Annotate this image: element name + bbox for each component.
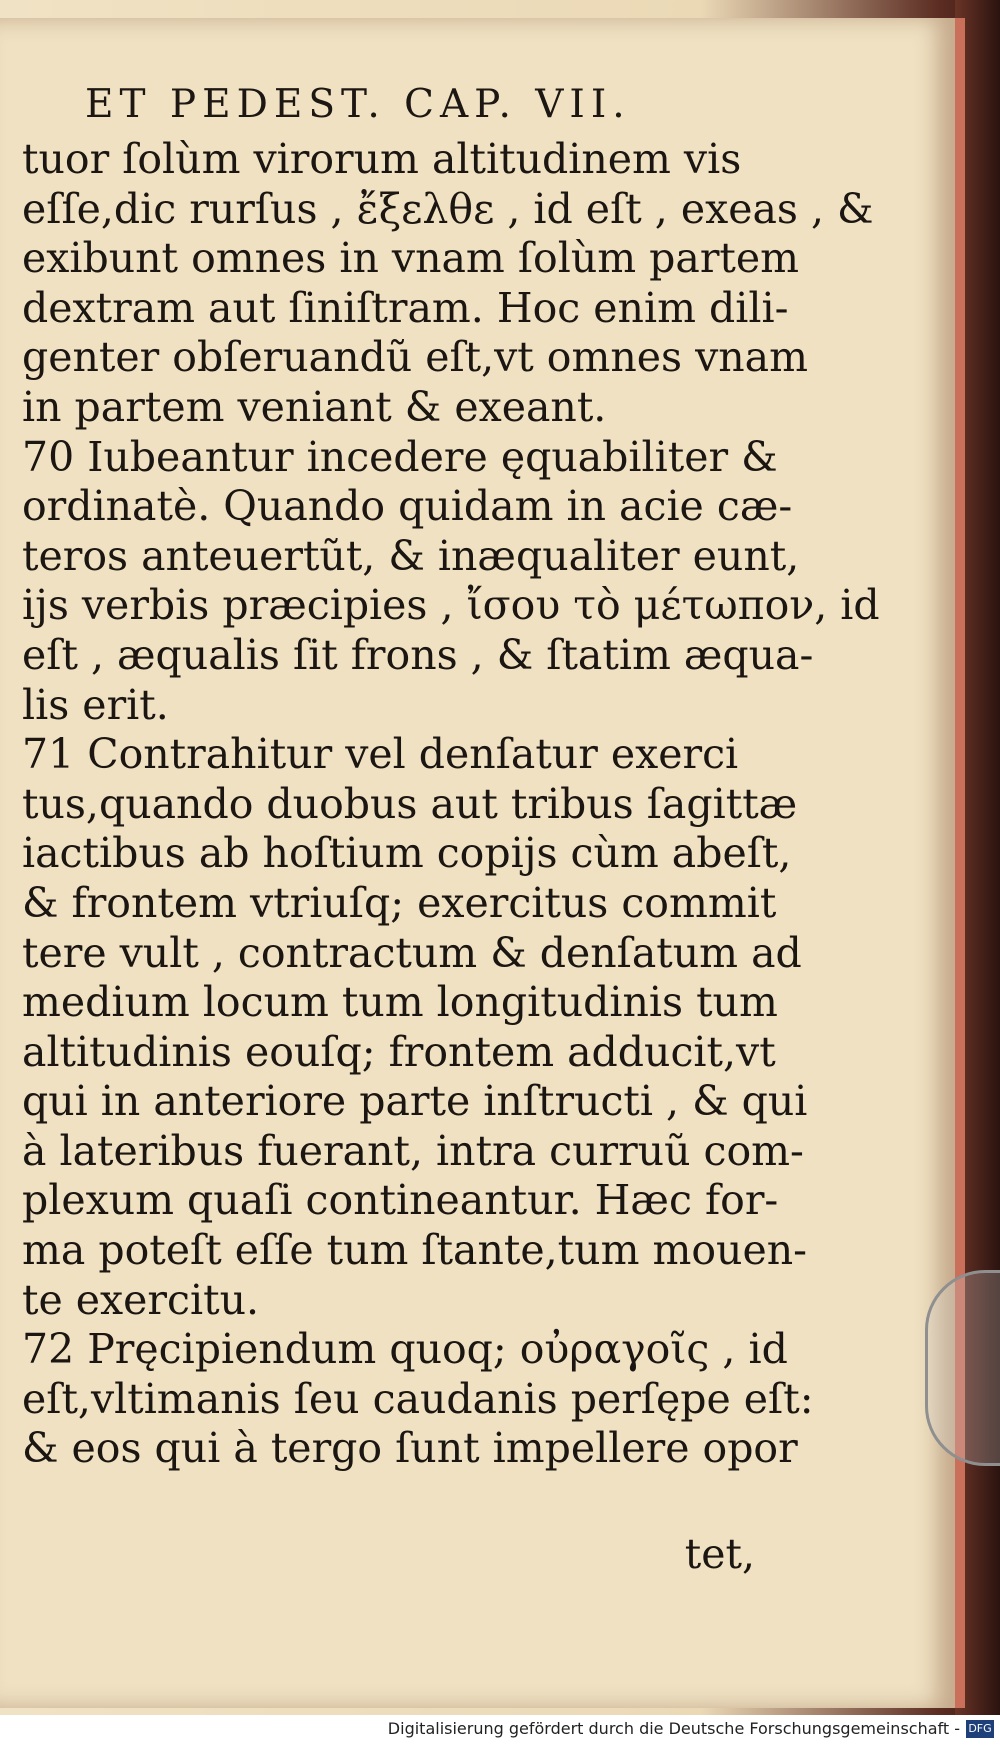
- footer-credit: Digitalisierung gefördert durch die Deutsche Forschungsgemeinschaft -: [387, 1719, 960, 1738]
- text-line: ma poteſt eſſe tum ſtante,tum mouen-: [22, 1226, 807, 1275]
- text-line: eſt,vltimanis ſeu caudanis perſępe eſt:: [22, 1374, 814, 1423]
- text-line: medium locum tum longitudinis tum: [22, 978, 778, 1027]
- text-line: & eos qui à tergo ſunt impellere opor: [22, 1424, 798, 1473]
- text-line: qui in anteriore parte inſtructi , & qui: [22, 1077, 808, 1126]
- text-line: ordinatè. Quando quidam in acie cæ-: [22, 482, 793, 531]
- text-line: te exercitu.: [22, 1275, 260, 1324]
- text-line: tus,quando duobus aut tribus ſagittæ: [22, 779, 798, 828]
- text-line: exibunt omnes in vnam ſolùm partem: [22, 234, 800, 283]
- catchword: tet,: [684, 1530, 755, 1578]
- text-line: eſt , æqualis ſit frons , & ſtatim æqua-: [22, 630, 814, 679]
- text-line: altitudinis eouſq; frontem adducit,vt: [22, 1027, 776, 1076]
- text-line: genter obſeruandũ eſt,vt omnes vnam: [22, 333, 809, 382]
- text-line: & frontem vtriuſq; exercitus commit: [22, 878, 777, 927]
- text-line: 72 Pręcipiendum quoq; οὐραγοῖς , id: [22, 1325, 788, 1374]
- text-line: in partem veniant & exeant.: [22, 382, 607, 431]
- text-line: tere vult , contractum & denſatum ad: [22, 928, 802, 977]
- text-line: teros anteuertũt, & inæqualiter eunt,: [22, 531, 800, 580]
- text-line: dextram aut ſiniſtram. Hoc enim dili-: [22, 283, 789, 332]
- text-line: lis erit.: [22, 680, 169, 729]
- running-head: ET PEDEST. CAP. VII.: [85, 82, 631, 127]
- text-line: 70 Iubeantur incedere ęquabiliter &: [22, 432, 778, 481]
- page-clip: [925, 1270, 1000, 1466]
- text-line: à lateribus fuerant, intra curruũ com-: [22, 1126, 804, 1175]
- text-line: eſſe,dic rurſus , ἔξελθε , id eſt , exeas , &: [22, 184, 874, 233]
- body-text: [22, 135, 880, 1474]
- text-line: tuor ſolùm virorum altitudinem vis: [22, 135, 742, 183]
- text-line: ijs verbis præcipies , ἴσου τὸ μέτωπον, id: [22, 581, 880, 630]
- text-line: plexum quaſi contineantur. Hæc for-: [22, 1176, 779, 1225]
- dfg-logo: DFG: [966, 1720, 994, 1738]
- text-line: 71 Contrahitur vel denſatur exerci: [22, 730, 739, 779]
- digitization-footer: [0, 1715, 1000, 1745]
- text-line: iactibus ab hoſtium copijs cùm abeſt,: [22, 829, 792, 878]
